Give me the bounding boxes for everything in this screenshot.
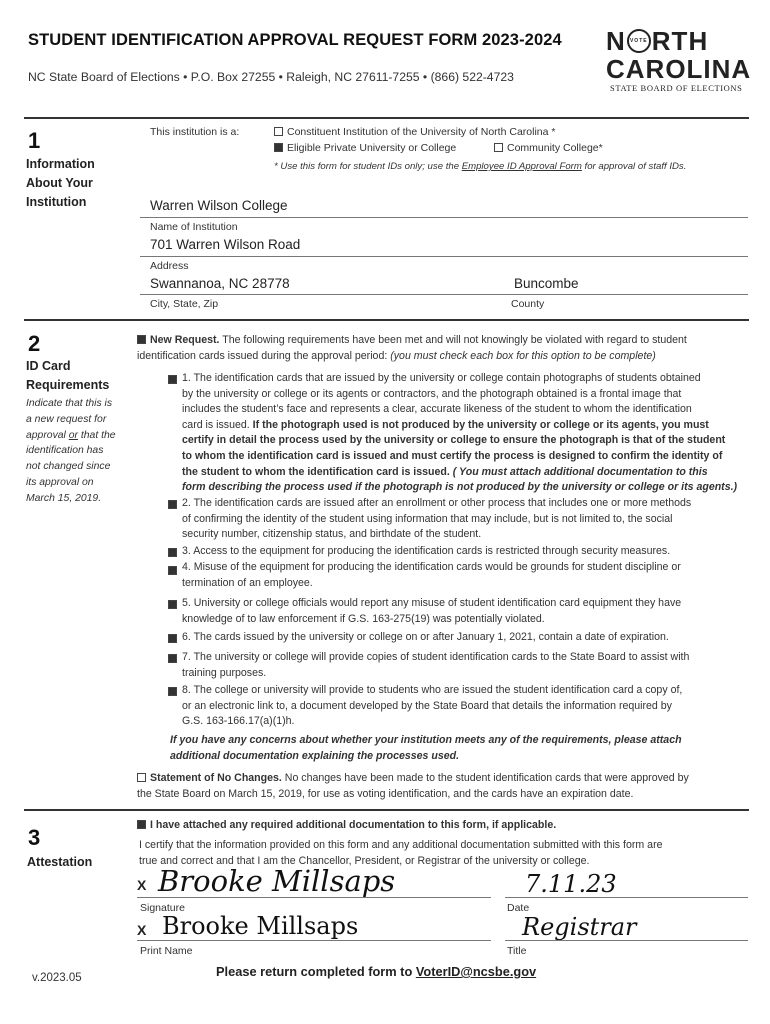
header-divider <box>24 117 749 119</box>
attached-docs-label: I have attached any required additional documentation to this form, if applicable. <box>150 819 557 831</box>
side-note-line: March 15, 2019. <box>26 492 102 504</box>
new-request-heading: New Request. <box>150 334 220 346</box>
side-note-line <box>26 428 116 444</box>
item-1-line <box>182 418 737 434</box>
checkbox-item-2-checked[interactable] <box>168 500 177 509</box>
side-note-line: not changed since <box>26 461 111 473</box>
section-1-number: 1 <box>28 128 41 153</box>
item-1-bold-italic: form describing the process used if the photograph is not produced by the university or college or its agents.) <box>182 481 738 494</box>
date-value[interactable]: 7.11.23 <box>525 870 617 898</box>
signature-x-mark: X <box>137 877 147 893</box>
logo-circle-text: VOTE <box>629 37 648 44</box>
attached-docs <box>137 818 556 834</box>
requirement-item-2 <box>182 496 691 543</box>
no-changes-text: No changes have been made to the student identification cards that were approved by <box>281 772 689 784</box>
new-request-line <box>137 333 687 349</box>
concerns-line: If you have any concerns about whether your institution meets any of the requirements, please attach <box>170 734 682 746</box>
checkbox-item-7-checked[interactable] <box>168 654 177 663</box>
item-1-bold-italic: ( You must attach additional documentation to this <box>452 465 708 478</box>
section-2-side-note <box>26 396 116 507</box>
item-1-bold: If the photograph used is not produced by the university or college or its agents, you must <box>252 418 709 431</box>
title-line <box>505 940 748 941</box>
side-note-line: a new request for <box>26 413 107 425</box>
checkbox-attached-checked[interactable] <box>137 820 146 829</box>
logo-n: N <box>606 26 626 56</box>
checkbox-item-8-checked[interactable] <box>168 687 177 696</box>
note-text: for approval of staff IDs. <box>581 161 687 172</box>
logo-subtitle: STATE BOARD OF ELECTIONS <box>610 83 743 93</box>
item-1-text: card is issued. <box>182 418 253 431</box>
item-4-line: 4. Misuse of the equipment for producing the identification cards would be grounds for student discipline or <box>182 561 681 573</box>
employee-id-form-link[interactable]: Employee ID Approval Form <box>461 161 582 172</box>
new-request-text: The following requirements have been met and will not knowingly be violated with regard to student <box>219 334 687 346</box>
side-note-text: that the <box>78 429 116 441</box>
item-5-line: knowledge of to law enforcement if G.S. 163-275(19) was potentially violated. <box>182 612 545 625</box>
section-divider <box>24 809 749 811</box>
option-community-label: Community College* <box>507 142 603 154</box>
section-1-title-line: Institution <box>26 195 87 209</box>
signature-line <box>137 897 491 898</box>
checkbox-new-request-checked[interactable] <box>137 335 146 344</box>
requirement-item-7 <box>182 650 689 681</box>
side-note-line: its approval on <box>26 476 94 488</box>
item-1-line: by the university or college or its agents or contractors, and the photograph obtained is a frontal image that <box>182 387 682 400</box>
item-2-line: security number, citizenship status, and birthdate of the student. <box>182 528 482 541</box>
print-name-label: Print Name <box>140 945 193 957</box>
county-label: County <box>511 298 545 310</box>
item-7-line: 7. The university or college will provide copies of student identification cards to the State Board to assist with <box>182 651 690 663</box>
item-4-line: termination of an employee. <box>182 576 313 589</box>
logo-rth: RTH <box>651 26 709 56</box>
section-3-title: Attestation <box>27 855 93 869</box>
section-1-title-line: About Your <box>26 176 93 190</box>
requirement-item-6: 6. The cards issued by the university or college on or after January 1, 2021, contain a date of expiration. <box>182 631 669 643</box>
nc-logo <box>606 28 708 54</box>
title-label: Title <box>507 945 527 957</box>
item-1-bold: the student to whom the identification card is issued. <box>182 465 453 478</box>
section-2-title <box>26 357 109 395</box>
city-label: City, State, Zip <box>150 298 219 310</box>
date-label: Date <box>507 902 530 914</box>
return-instructions <box>216 964 536 979</box>
certify-line: true and correct and that I am the Chancellor, President, or Registrar of the university or college. <box>139 854 590 867</box>
signature-value[interactable]: Brooke Millsaps <box>158 864 396 898</box>
option-community[interactable] <box>494 142 603 154</box>
board-address: NC State Board of Elections • P.O. Box 27255 • Raleigh, NC 27611-7255 • (866) 522-4723 <box>28 70 514 84</box>
checkbox-item-4-checked[interactable] <box>168 566 177 575</box>
staff-id-note <box>274 161 686 172</box>
requirement-item-1 <box>182 371 737 496</box>
item-1-line: includes the student’s face and represents a clear, accurate likeness of the student to whom the identification <box>182 403 692 416</box>
requirement-item-5 <box>182 596 681 627</box>
item-7-line: training purposes. <box>182 666 267 679</box>
option-private[interactable] <box>274 142 456 154</box>
section-2-number: 2 <box>28 331 41 356</box>
no-changes-line <box>137 771 689 787</box>
institution-type-label: This institution is a: <box>150 126 240 138</box>
return-email-link[interactable]: VoterID@ncsbe.gov <box>415 964 537 979</box>
checkbox-community[interactable] <box>494 143 503 152</box>
option-private-label: Eligible Private University or College <box>287 142 457 154</box>
checkbox-item-5-checked[interactable] <box>168 600 177 609</box>
checkbox-no-changes[interactable] <box>137 773 146 782</box>
new-request-line <box>137 349 687 365</box>
section-divider <box>24 319 749 321</box>
title-value[interactable]: Registrar <box>522 913 637 941</box>
item-2-line: 2. The identification cards are issued after an enrollment or other process that includes one or more methods <box>182 497 692 509</box>
side-note-line: Indicate that this is <box>26 398 113 409</box>
print-name-value[interactable]: Brooke Millsaps <box>162 912 359 940</box>
new-request <box>137 333 687 364</box>
option-constituent[interactable] <box>274 126 555 138</box>
section-1-title-line: Information <box>26 157 95 171</box>
address-value[interactable]: 701 Warren Wilson Road <box>150 237 301 252</box>
option-constituent-label: Constituent Institution of the University of North Carolina * <box>287 126 556 138</box>
requirement-item-8 <box>182 683 682 730</box>
item-5-line: 5. University or college officials would report any misuse of student identification card equipment they have <box>182 597 682 609</box>
item-8-line: or an electronic link to, a document developed by the State Board that details the information required by <box>182 699 672 712</box>
section-2-title-line: ID Card <box>26 359 71 373</box>
form-title: STUDENT IDENTIFICATION APPROVAL REQUEST FORM 2023-2024 <box>28 31 562 49</box>
side-note-or: or <box>68 429 78 441</box>
item-1-bold: certify in detail the process used by the university or college to ensure the photograph is that of the student <box>182 434 726 447</box>
item-8-line: 8. The college or university will provide to students who are issued the student identification card a copy of, <box>182 684 683 696</box>
institution-name-value[interactable]: Warren Wilson College <box>150 198 288 213</box>
note-text: * Use this form for student IDs only; use the <box>274 161 462 172</box>
section-3-number: 3 <box>28 825 41 850</box>
institution-name-line <box>140 217 748 218</box>
vote-circle-icon <box>627 29 651 53</box>
requirement-item-4 <box>182 560 681 591</box>
item-2-line: of confirming the identity of the student using information that may include, but is not limited to, the social <box>182 512 673 525</box>
section-1-title <box>26 155 95 212</box>
address-line <box>140 256 748 257</box>
signature-label: Signature <box>140 902 185 914</box>
checkbox-constituent[interactable] <box>274 127 283 136</box>
no-changes <box>137 771 689 802</box>
print-x-mark: X <box>137 922 147 938</box>
item-8-line: G.S. 163-166.17(a)(1)h. <box>182 715 295 728</box>
concerns-note <box>170 733 682 764</box>
address-label: Address <box>150 260 189 272</box>
requirement-item-3: 3. Access to the equipment for producing the identification cards is restricted through security measures. <box>182 545 671 557</box>
item-1-bold: to whom the identification card is issued and must certify the process is designed to confirm the identity of <box>182 449 723 462</box>
city-value[interactable]: Swannanoa, NC 28778 <box>150 276 290 291</box>
date-line <box>505 897 748 898</box>
no-changes-heading: Statement of No Changes. <box>150 772 282 784</box>
logo-carolina: CAROLINA <box>606 54 752 84</box>
form-version: v.2023.05 <box>32 972 82 984</box>
item-1-line: 1. The identification cards that are issued by the university or college contain photographs of students obtained <box>182 372 701 384</box>
city-line <box>140 294 748 295</box>
return-text: Please return completed form to <box>216 964 416 979</box>
new-request-text: identification cards issued during the approval period: <box>137 349 391 362</box>
concerns-line: additional documentation explaining the processes used. <box>170 749 460 762</box>
county-value[interactable]: Buncombe <box>514 276 579 291</box>
side-note-line: identification has <box>26 445 104 457</box>
checkbox-item-1-checked[interactable] <box>168 375 177 384</box>
checkbox-item-3-checked[interactable] <box>168 548 177 557</box>
checkbox-private-checked[interactable] <box>274 143 283 152</box>
institution-name-label: Name of Institution <box>150 221 238 233</box>
checkbox-item-6-checked[interactable] <box>168 634 177 643</box>
item-1-line <box>182 465 737 481</box>
no-changes-line: the State Board on March 15, 2019, for use as voting identification, and the cards have an expiration date. <box>137 787 634 800</box>
side-note-text: approval <box>26 429 69 441</box>
new-request-instruction: (you must check each box for this option to be complete) <box>390 349 656 362</box>
certify-line: I certify that the information provided on this form and any additional documentation submitted with this form are <box>139 839 663 851</box>
print-name-line <box>137 940 491 941</box>
section-2-title-line: Requirements <box>26 378 110 392</box>
